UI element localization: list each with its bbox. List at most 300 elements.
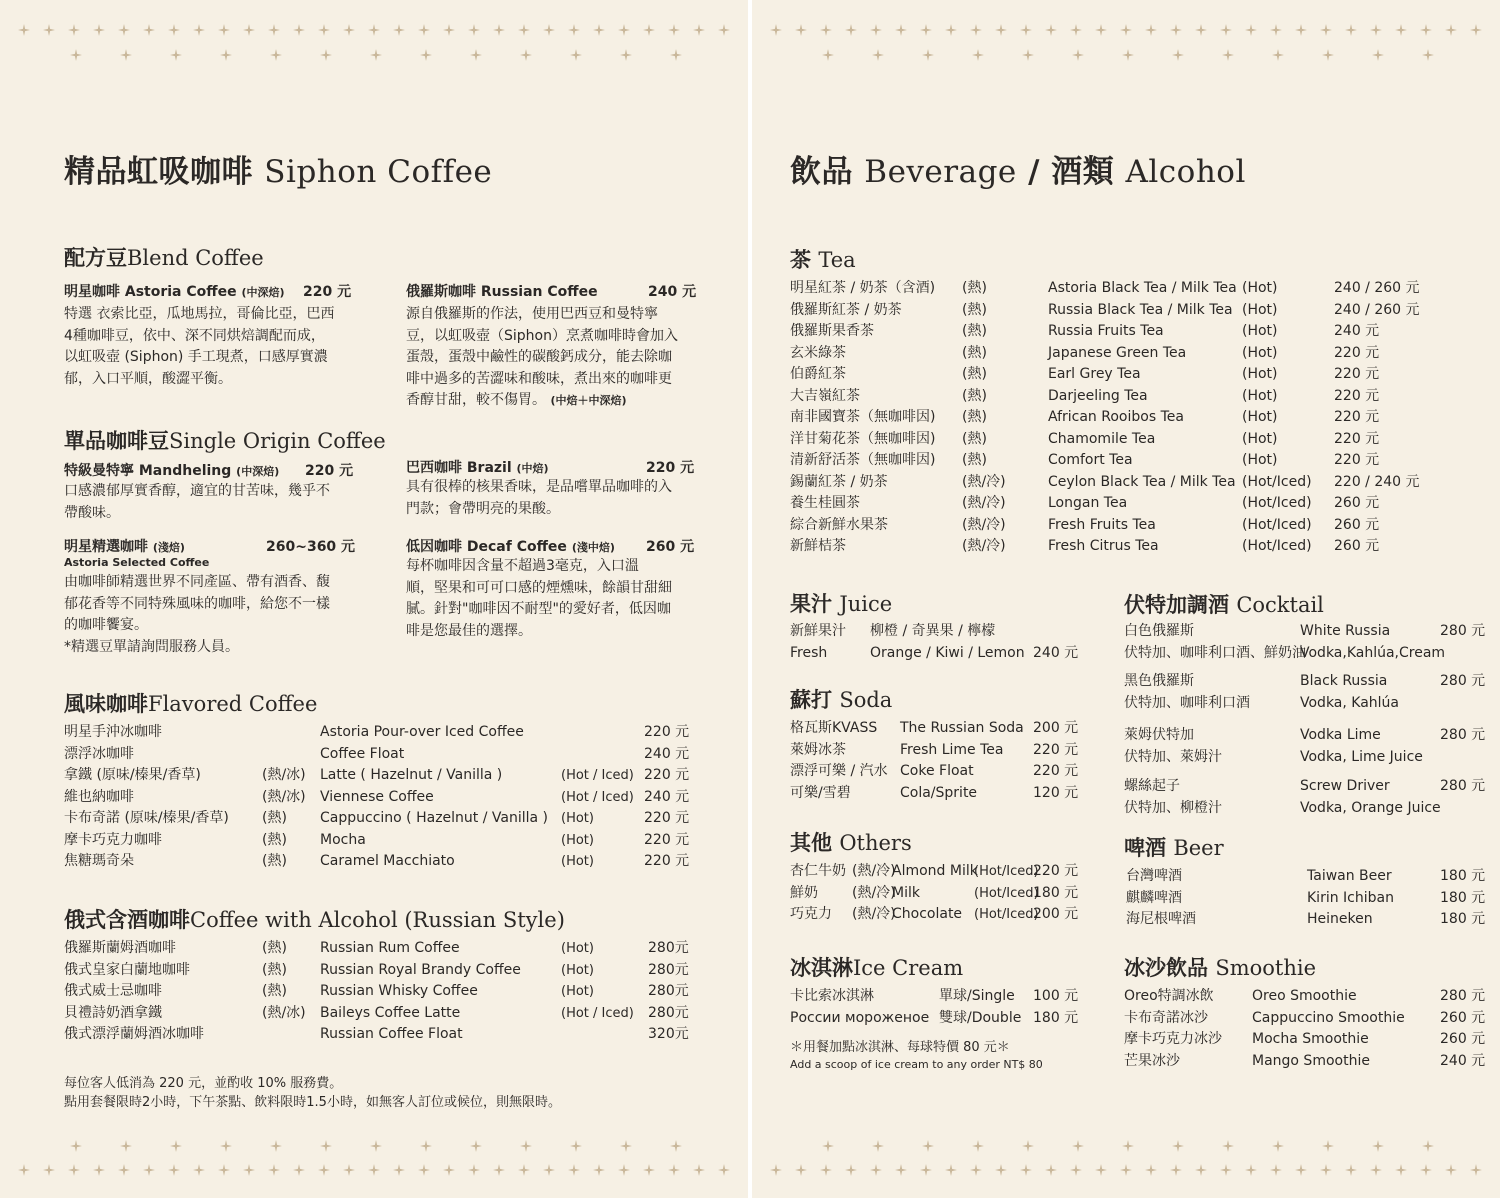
item-temperature-en: (Hot / Iced) bbox=[561, 789, 634, 805]
star-ornament bbox=[370, 1140, 382, 1152]
item-ingredients-zh: 伏特加、咖啡利口酒、鮮奶油 bbox=[1124, 645, 1306, 661]
item-temperature: (熱/冰) bbox=[262, 788, 306, 805]
item-name-zh: России мороженое bbox=[790, 1009, 930, 1026]
section-heading-tea: 茶 Tea bbox=[790, 248, 856, 272]
star-ornament bbox=[268, 24, 280, 36]
item-temperature: (熱/冷) bbox=[852, 863, 896, 879]
star-ornament bbox=[370, 49, 382, 61]
item-temperature-en: (Hot) bbox=[1242, 344, 1278, 361]
menu-row bbox=[0, 1024, 748, 1045]
star-ornament bbox=[418, 24, 430, 36]
menu-row bbox=[0, 722, 748, 743]
section-heading-juice: 果汁 Juice bbox=[790, 592, 893, 616]
item-temperature: (熱) bbox=[962, 409, 987, 425]
star-ornament bbox=[1245, 24, 1257, 36]
star-ornament bbox=[1372, 1140, 1384, 1152]
item-name-zh: 俄羅斯蘭姆酒咖啡 bbox=[64, 940, 176, 956]
page-title: 飲品 Beverage / 酒類 Alcohol bbox=[790, 154, 1246, 190]
star-ornament bbox=[1020, 24, 1032, 36]
item-name-en: Fresh Lime Tea bbox=[900, 741, 1004, 758]
star-ornament bbox=[193, 24, 205, 36]
section-heading-flavored: 風味咖啡Flavored Coffee bbox=[64, 692, 318, 716]
star-ornament bbox=[1372, 49, 1384, 61]
star-ornament bbox=[518, 1164, 530, 1176]
item-name-en: Russian Royal Brandy Coffee bbox=[320, 961, 521, 978]
item-name-en: Cappuccino Smoothie bbox=[1252, 1009, 1405, 1026]
menu-row bbox=[752, 1029, 1500, 1050]
item-name-en: Mango Smoothie bbox=[1252, 1052, 1370, 1069]
star-ornament bbox=[795, 1164, 807, 1176]
star-ornament bbox=[995, 24, 1007, 36]
item-temperature-en: (Hot) bbox=[1242, 366, 1278, 382]
star-ornament bbox=[870, 24, 882, 36]
item-price: 280 元 bbox=[1440, 623, 1486, 639]
star-ornament bbox=[543, 1164, 555, 1176]
item-name-zh: 台灣啤酒 bbox=[1126, 868, 1182, 884]
menu-row bbox=[752, 321, 1500, 342]
item-price: 220 元 bbox=[644, 724, 690, 740]
menu-row bbox=[0, 830, 748, 851]
item-temperature: (熱) bbox=[962, 387, 987, 404]
menu-item-price: 260~360 元 bbox=[266, 539, 356, 555]
item-price: 320元 bbox=[648, 1026, 689, 1042]
item-name-en: Japanese Green Tea bbox=[1048, 344, 1187, 361]
menu-row bbox=[752, 278, 1500, 299]
item-temperature-en: (Hot) bbox=[1242, 280, 1278, 296]
star-ornament bbox=[593, 1164, 605, 1176]
item-price: 280元 bbox=[648, 940, 689, 956]
star-ornament bbox=[243, 24, 255, 36]
star-ornament bbox=[1095, 24, 1107, 36]
star-ornament bbox=[1145, 24, 1157, 36]
item-name-en: 柳橙 / 奇異果 / 檸檬 bbox=[870, 623, 996, 639]
star-ornament bbox=[1120, 1164, 1132, 1176]
star-ornament bbox=[693, 1164, 705, 1176]
star-ornament bbox=[220, 49, 232, 61]
item-price: 260 元 bbox=[1440, 1009, 1486, 1026]
menu-row bbox=[0, 765, 748, 786]
item-price: 280元 bbox=[648, 961, 689, 978]
item-price: 180 元 bbox=[1440, 889, 1486, 906]
star-ornament bbox=[972, 49, 984, 61]
star-ornament bbox=[618, 24, 630, 36]
item-price: 260 元 bbox=[1334, 516, 1380, 533]
star-ornament bbox=[822, 1140, 834, 1152]
star-ornament bbox=[1195, 24, 1207, 36]
item-temperature-en: (Hot) bbox=[1242, 452, 1278, 468]
item-name-zh: 卡布奇諾冰沙 bbox=[1124, 1009, 1208, 1026]
star-ornament bbox=[1345, 24, 1357, 36]
star-ornament bbox=[320, 1140, 332, 1152]
star-ornament bbox=[845, 24, 857, 36]
star-ornament bbox=[343, 24, 355, 36]
item-name-zh: 明星手沖冰咖啡 bbox=[64, 724, 162, 740]
star-ornament bbox=[620, 49, 632, 61]
item-name-zh: 俄羅斯果香茶 bbox=[790, 323, 874, 339]
star-ornament bbox=[568, 1164, 580, 1176]
item-temperature: (熱) bbox=[962, 280, 987, 296]
item-temperature: (熱/冷) bbox=[852, 884, 896, 901]
icecream-note: ＊用餐加點冰淇淋、每球特價 80 元＊ Add a scoop of ice cream to any order NT$ 80 bbox=[790, 1040, 1043, 1071]
item-temperature-en: (Hot/Iced) bbox=[1242, 495, 1312, 511]
item-price: 240 元 bbox=[644, 788, 690, 805]
item-temperature-en: (Hot) bbox=[1242, 323, 1278, 339]
item-name-zh: 漂浮冰咖啡 bbox=[64, 745, 134, 762]
star-ornament bbox=[1020, 1164, 1032, 1176]
star-ornament bbox=[618, 1164, 630, 1176]
star-ornament bbox=[1320, 24, 1332, 36]
star-ornament bbox=[343, 1164, 355, 1176]
star-ornament bbox=[43, 1164, 55, 1176]
star-ornament bbox=[1245, 1164, 1257, 1176]
item-price: 180 元 bbox=[1440, 868, 1486, 884]
item-name-en: Chocolate bbox=[892, 906, 963, 922]
item-price: 220 元 bbox=[1334, 452, 1380, 468]
star-ornament bbox=[368, 24, 380, 36]
item-price: 220 元 bbox=[644, 810, 690, 826]
item-temperature: (熱) bbox=[262, 961, 287, 978]
item-temperature: (熱) bbox=[262, 983, 287, 999]
item-temperature: (熱) bbox=[962, 323, 987, 339]
item-name-en: African Rooibos Tea bbox=[1048, 409, 1184, 425]
star-ornament bbox=[1220, 1164, 1232, 1176]
star-ornament bbox=[293, 24, 305, 36]
star-ornament bbox=[320, 49, 332, 61]
star-ornament bbox=[670, 49, 682, 61]
star-ornament bbox=[620, 1140, 632, 1152]
item-name-zh: 綜合新鮮水果茶 bbox=[790, 516, 888, 533]
star-ornament bbox=[1445, 24, 1457, 36]
item-temperature-en: (Hot/Iced) bbox=[974, 885, 1039, 901]
section-heading-icecream: 冰淇淋Ice Cream bbox=[790, 956, 964, 980]
item-name-en: Mocha Smoothie bbox=[1252, 1031, 1369, 1047]
item-name-en: Kirin Ichiban bbox=[1307, 889, 1394, 906]
item-temperature: (熱) bbox=[262, 940, 287, 956]
item-price: 260 元 bbox=[1440, 1031, 1486, 1047]
menu-row bbox=[752, 493, 1500, 514]
item-temperature: (熱/冷) bbox=[962, 473, 1006, 490]
star-ornament bbox=[1070, 24, 1082, 36]
menu-row bbox=[752, 386, 1500, 407]
item-temperature-en: (Hot) bbox=[561, 941, 594, 956]
item-price: 280 元 bbox=[1440, 727, 1486, 743]
item-temperature-en: (Hot) bbox=[561, 984, 594, 999]
item-name-zh: 鮮奶 bbox=[790, 884, 818, 901]
bottom-star-border bbox=[752, 1130, 1500, 1190]
item-price: 220 / 240 元 bbox=[1334, 473, 1420, 490]
item-name-en: Black Russia bbox=[1300, 673, 1388, 689]
star-ornament bbox=[1222, 1140, 1234, 1152]
item-temperature: (熱) bbox=[962, 344, 987, 361]
item-name-en: Longan Tea bbox=[1048, 495, 1128, 511]
star-ornament bbox=[795, 24, 807, 36]
menu-item-description: 源自俄羅斯的作法，使用巴西豆和曼特寧 豆，以虹吸壺（Siphon）烹煮咖啡時會加入 蛋殼，蛋殼中鹼性的碳酸鈣成分，能去除咖 啡中過多的苦澀味和酸味，煮出來的咖啡更 香醇甘甜，較不傷胃。 (中焙＋中深焙) bbox=[406, 306, 678, 408]
star-ornament bbox=[718, 1164, 730, 1176]
star-ornament bbox=[970, 1164, 982, 1176]
item-price: 100 元 bbox=[1033, 988, 1079, 1004]
star-ornament bbox=[1045, 1164, 1057, 1176]
star-ornament bbox=[93, 1164, 105, 1176]
left-menu-page bbox=[0, 0, 748, 1198]
item-temperature: (熱/冰) bbox=[262, 1004, 306, 1021]
item-price: 220 元 bbox=[1334, 409, 1380, 425]
item-temperature: (熱/冷) bbox=[962, 516, 1006, 533]
star-ornament bbox=[393, 24, 405, 36]
menu-row bbox=[752, 343, 1500, 364]
item-name-zh: 養生桂圓茶 bbox=[790, 495, 860, 511]
star-ornament bbox=[493, 24, 505, 36]
item-name-en: Ceylon Black Tea / Milk Tea bbox=[1048, 473, 1236, 490]
star-ornament bbox=[643, 1164, 655, 1176]
star-ornament bbox=[318, 1164, 330, 1176]
star-ornament bbox=[518, 24, 530, 36]
star-ornament bbox=[1072, 1140, 1084, 1152]
item-temperature-en: (Hot) bbox=[1242, 387, 1278, 404]
star-ornament bbox=[1320, 1164, 1332, 1176]
item-price: 280 元 bbox=[1440, 778, 1486, 794]
item-price: 240 / 260 元 bbox=[1334, 280, 1420, 296]
menu-row bbox=[752, 986, 1500, 1007]
star-ornament bbox=[593, 24, 605, 36]
star-ornament bbox=[68, 24, 80, 36]
star-ornament bbox=[1395, 24, 1407, 36]
item-price: 220 元 bbox=[1334, 366, 1380, 382]
item-name-en: Heineken bbox=[1307, 911, 1373, 927]
star-ornament bbox=[443, 1164, 455, 1176]
item-ingredients-en: Vodka,Kahlúa,Cream bbox=[1300, 645, 1446, 661]
item-name-en: Chamomile Tea bbox=[1048, 430, 1156, 447]
star-ornament bbox=[1045, 24, 1057, 36]
item-price: 260 元 bbox=[1334, 495, 1380, 511]
star-ornament bbox=[1122, 49, 1134, 61]
top-star-border bbox=[752, 10, 1500, 70]
item-name-zh: 可樂/雪碧 bbox=[790, 784, 851, 801]
star-ornament bbox=[70, 49, 82, 61]
star-ornament bbox=[1272, 1140, 1284, 1152]
item-price: 220 元 bbox=[1033, 763, 1079, 779]
item-temperature: (熱/冷) bbox=[852, 906, 896, 922]
star-ornament bbox=[1145, 1164, 1157, 1176]
star-ornament bbox=[1422, 49, 1434, 61]
star-ornament bbox=[1370, 1164, 1382, 1176]
star-ornament bbox=[568, 24, 580, 36]
item-name-zh: Oreo特調冰飲 bbox=[1124, 988, 1214, 1004]
item-temperature-en: (Hot/Iced) bbox=[1242, 538, 1312, 554]
bottom-star-border bbox=[0, 1130, 748, 1190]
menu-row bbox=[752, 300, 1500, 321]
star-ornament bbox=[368, 1164, 380, 1176]
star-ornament bbox=[420, 49, 432, 61]
star-ornament bbox=[895, 1164, 907, 1176]
item-price: 200 元 bbox=[1033, 906, 1079, 922]
section-heading-soda: 蘇打 Soda bbox=[790, 688, 893, 712]
star-ornament bbox=[43, 24, 55, 36]
star-ornament bbox=[143, 24, 155, 36]
menu-item-description: 口感濃郁厚實香醇，適宜的甘苦味，幾乎不 帶酸味。 bbox=[64, 483, 330, 521]
item-name-zh: 俄式皇家白蘭地咖啡 bbox=[64, 961, 190, 978]
star-ornament bbox=[168, 1164, 180, 1176]
star-ornament bbox=[922, 49, 934, 61]
star-ornament bbox=[1195, 1164, 1207, 1176]
star-ornament bbox=[268, 1164, 280, 1176]
item-price: 120 元 bbox=[1033, 784, 1079, 801]
item-name-en: The Russian Soda bbox=[900, 720, 1024, 736]
menu-item-name: 特級曼特寧 Mandheling (中深焙) bbox=[64, 463, 280, 479]
star-ornament bbox=[218, 24, 230, 36]
item-name-en: Taiwan Beer bbox=[1307, 868, 1392, 884]
menu-item-subname: Astoria Selected Coffee bbox=[64, 556, 210, 569]
top-star-border bbox=[0, 10, 748, 70]
menu-row bbox=[752, 407, 1500, 428]
star-ornament bbox=[1022, 49, 1034, 61]
star-ornament bbox=[520, 1140, 532, 1152]
item-temperature: (熱/冰) bbox=[262, 767, 306, 783]
star-ornament bbox=[1420, 1164, 1432, 1176]
star-ornament bbox=[143, 1164, 155, 1176]
item-name-zh: 海尼根啤酒 bbox=[1126, 911, 1196, 927]
item-temperature-en: (Hot/Iced) bbox=[974, 864, 1039, 879]
star-ornament bbox=[870, 1164, 882, 1176]
star-ornament bbox=[270, 49, 282, 61]
item-temperature-en: (Hot) bbox=[561, 811, 594, 826]
menu-row bbox=[0, 1003, 748, 1024]
star-ornament bbox=[193, 1164, 205, 1176]
item-name-zh: 漂浮可樂 / 汽水 bbox=[790, 763, 888, 779]
star-ornament bbox=[1120, 24, 1132, 36]
star-ornament bbox=[1122, 1140, 1134, 1152]
menu-item-description: 具有很棒的核果香味，是品嚐單品咖啡的入 門款；會帶明亮的果酸。 bbox=[406, 479, 672, 517]
menu-item-description: 每杯咖啡因含量不超過3毫克，入口溫 順，堅果和可可口感的煙燻味，餘韻甘甜細 膩。針對"咖啡因不耐型"的愛好者，低因咖 啡是您最佳的選擇。 bbox=[406, 558, 672, 639]
item-temperature: (熱) bbox=[962, 452, 987, 468]
item-temperature-en: (Hot) bbox=[561, 854, 594, 869]
star-ornament bbox=[1220, 24, 1232, 36]
menu-row bbox=[0, 787, 748, 808]
menu-item-name: 俄羅斯咖啡 Russian Coffee bbox=[406, 284, 598, 300]
star-ornament bbox=[970, 24, 982, 36]
item-temperature-en: (Hot) bbox=[561, 962, 594, 978]
star-ornament bbox=[468, 24, 480, 36]
item-name-zh: 焦糖瑪奇朵 bbox=[64, 853, 134, 869]
menu-item-price: 220 元 bbox=[303, 284, 352, 300]
star-ornament bbox=[543, 24, 555, 36]
menu-row bbox=[752, 515, 1500, 536]
item-name-zh: 麒麟啤酒 bbox=[1126, 889, 1182, 906]
item-temperature-en: (Hot/Iced) bbox=[974, 907, 1039, 922]
star-ornament bbox=[1370, 24, 1382, 36]
item-name-zh: 卡比索冰淇淋 bbox=[790, 988, 874, 1004]
menu-row bbox=[0, 744, 748, 765]
star-ornament bbox=[693, 24, 705, 36]
item-ingredients-zh: 伏特加、萊姆汁 bbox=[1124, 749, 1222, 765]
star-ornament bbox=[1172, 49, 1184, 61]
item-price: 180 元 bbox=[1033, 884, 1079, 901]
item-name-en: Comfort Tea bbox=[1048, 452, 1133, 468]
item-name-zh: 俄式威士忌咖啡 bbox=[64, 983, 162, 999]
item-name-zh: 新鮮果汁 bbox=[790, 623, 846, 639]
service-note: 每位客人低消為 220 元，並酌收 10% 服務費。 點用套餐限時2小時，下午茶點、飲料限時1.5小時，如無客人訂位或候位，則無限時。 bbox=[64, 1076, 561, 1110]
section-heading-coffee-alcohol: 俄式含酒咖啡Coffee with Alcohol (Russian Style) bbox=[64, 908, 565, 932]
menu-row bbox=[752, 1008, 1500, 1029]
star-ornament bbox=[393, 1164, 405, 1176]
item-name-en: Fresh Citrus Tea bbox=[1048, 538, 1159, 554]
menu-row bbox=[752, 364, 1500, 385]
item-name-zh: 芒果冰沙 bbox=[1124, 1052, 1180, 1069]
right-menu-page bbox=[752, 0, 1500, 1198]
item-price: 220 元 bbox=[1334, 344, 1380, 361]
star-ornament bbox=[1022, 1140, 1034, 1152]
star-ornament bbox=[920, 24, 932, 36]
star-ornament bbox=[470, 49, 482, 61]
item-temperature: (熱/冷) bbox=[962, 538, 1006, 554]
star-ornament bbox=[18, 1164, 30, 1176]
star-ornament bbox=[922, 1140, 934, 1152]
item-temperature-en: (Hot) bbox=[1242, 430, 1278, 447]
item-price: 240 / 260 元 bbox=[1334, 301, 1420, 318]
star-ornament bbox=[420, 1140, 432, 1152]
star-ornament bbox=[18, 24, 30, 36]
item-name-zh: 錫蘭紅茶 / 奶茶 bbox=[790, 473, 888, 490]
menu-row bbox=[752, 888, 1500, 909]
star-ornament bbox=[872, 49, 884, 61]
star-ornament bbox=[770, 24, 782, 36]
item-name-en: Russia Fruits Tea bbox=[1048, 323, 1164, 339]
star-ornament bbox=[218, 1164, 230, 1176]
item-price: 220 元 bbox=[1033, 741, 1079, 758]
star-ornament bbox=[493, 1164, 505, 1176]
item-name-zh: 清新舒活茶（無咖啡因) bbox=[790, 452, 936, 468]
star-ornament bbox=[318, 24, 330, 36]
item-name-en: Screw Driver bbox=[1300, 778, 1390, 794]
item-name-zh: 萊姆伏特加 bbox=[1124, 727, 1194, 743]
item-name-en: Latte ( Hazelnut / Vanilla ) bbox=[320, 767, 503, 783]
item-name-en: Russian Rum Coffee bbox=[320, 940, 460, 956]
item-name-zh: 杏仁牛奶 bbox=[790, 863, 846, 879]
menu-item-name: 明星咖啡 Astoria Coffee (中深焙) bbox=[64, 284, 285, 300]
item-name-zh: 摩卡巧克力咖啡 bbox=[64, 831, 162, 848]
menu-item-description: 特選 衣索比亞，瓜地馬拉，哥倫比亞，巴西 4種咖啡豆，依中、深不同烘焙調配而成， 以虹吸壺 (Siphon) 手工現煮，口感厚實濃 郁，入口平順，酸澀平衡。 bbox=[64, 306, 335, 387]
item-name-en: Baileys Coffee Latte bbox=[320, 1004, 461, 1021]
item-name-en: Russian Coffee Float bbox=[320, 1026, 463, 1042]
item-temperature: (熱) bbox=[262, 853, 287, 869]
item-temperature: (熱) bbox=[962, 301, 987, 318]
item-price: 280元 bbox=[648, 983, 689, 999]
star-ornament bbox=[1070, 1164, 1082, 1176]
star-ornament bbox=[70, 1140, 82, 1152]
star-ornament bbox=[1222, 49, 1234, 61]
menu-item-price: 240 元 bbox=[648, 284, 697, 300]
star-ornament bbox=[1420, 24, 1432, 36]
item-price: 280 元 bbox=[1440, 988, 1486, 1004]
item-name-en: Caramel Macchiato bbox=[320, 853, 455, 869]
item-name-en: Milk bbox=[892, 884, 920, 901]
item-temperature-en: (Hot/Iced) bbox=[1242, 473, 1312, 490]
star-ornament bbox=[1270, 24, 1282, 36]
item-name-en: Coffee Float bbox=[320, 745, 405, 762]
star-ornament bbox=[1170, 1164, 1182, 1176]
item-name-en: 雙球/Double bbox=[939, 1009, 1022, 1026]
star-ornament bbox=[243, 1164, 255, 1176]
menu-item-price: 220 元 bbox=[305, 463, 354, 479]
item-name-en: Orange / Kiwi / Lemon bbox=[870, 645, 1025, 661]
item-name-en: Almond Milk bbox=[892, 863, 978, 879]
star-ornament bbox=[1270, 1164, 1282, 1176]
item-name-en: Cappuccino ( Hazelnut / Vanilla ) bbox=[320, 810, 548, 826]
star-ornament bbox=[872, 1140, 884, 1152]
menu-row bbox=[0, 960, 748, 981]
item-name-en: Astoria Black Tea / Milk Tea bbox=[1048, 280, 1237, 296]
star-ornament bbox=[1422, 1140, 1434, 1152]
star-ornament bbox=[118, 24, 130, 36]
